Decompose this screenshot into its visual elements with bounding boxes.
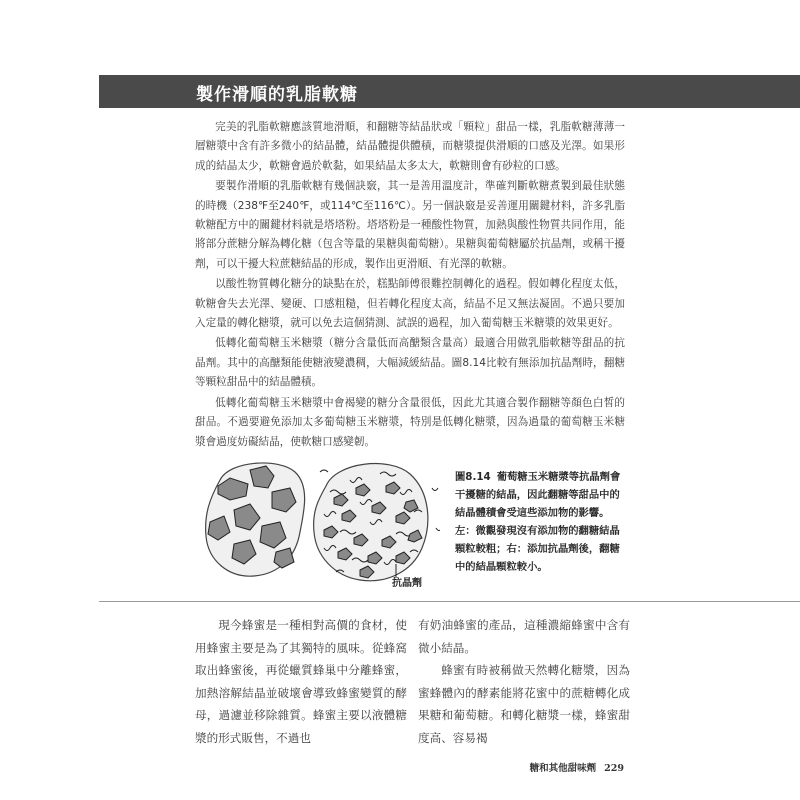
paragraph: 以酸性物質轉化糖分的缺點在於，糕點師傅很難控制轉化的過程。假如轉化程度太低，軟糖會失去光澤、變硬、口感粗糙，但若轉化程度太高，結晶不足又無法凝固。不過只要加入定量的轉化糖漿，就可以免去這個猜測、試誤的過程，加入葡萄糖玉米糖漿的效果更好。: [195, 278, 625, 330]
figure-caption-text: 葡萄糖玉米糖漿等抗晶劑會干擾糖的結晶，因此翻糖等甜品中的結晶體積會受這些添加物的影響。左：微觀發現沒有添加物的翻糖結晶顆粒較粗；右：添加抗晶劑後，翻糖中的結晶顆粒較小。: [455, 471, 621, 573]
page-footer: [530, 760, 624, 774]
section-title: 製作滑順的乳脂軟糖: [196, 85, 358, 105]
paragraph: 要製作滑順的乳脂軟糖有幾個訣竅，其一是善用溫度計，準確判斷軟糖煮製到最佳狀態的時機（238℉至240℉，或114℃至116℃）。另一個訣竅是妥善運用關鍵材料，許多乳脂軟糖配方中的關鍵材料就是塔塔粉。塔塔粉是一種酸性物質，加熱與酸性物質共同作用，能將部分蔗糖分解為轉化糖（包含等量的果糖與葡萄糖）。果糖與葡萄糖屬於抗晶劑，或稱干擾劑，可以干擾大粒蔗糖結晶的形成，製作出更滑順、有光澤的軟糖。: [195, 180, 625, 270]
paragraph: 低轉化葡萄糖玉米糖漿（糖分含量低而高醣類含量高）最適合用做乳脂軟糖等甜品的抗晶劑。其中的高醣類能使糖液變濃稠，大幅減緩結晶。圖8.14比較有無添加抗晶劑時，翻糖等顆粒甜品中的結晶體積。: [195, 337, 625, 389]
anticrystal-label: 抗晶劑: [392, 578, 422, 589]
paragraph: 蜂蜜有時被稱做天然轉化糖漿，因為蜜蜂體內的酵素能將花蜜中的蔗糖轉化成果糖和葡萄糖。和轉化糖漿一樣，蜂蜜甜度高、容易褐: [418, 663, 630, 745]
lower-right-column: [418, 614, 630, 749]
paragraph: 有奶油蜂蜜的產品，這種濃縮蜂蜜中含有微小結晶。: [418, 618, 630, 655]
section-divider: [99, 601, 800, 602]
page-number: 229: [604, 763, 624, 774]
paragraph: 完美的乳脂軟糖應該質地滑順，和翻糖等結晶狀或「顆粒」甜品一樣，乳脂軟糖薄薄一層糖漿中含有許多微小的結晶體，結晶體提供體積，而糖漿提供滑順的口感及光澤。如果形成的結晶太少，軟糖會過於軟黏，如果結晶太多太大，軟糖則會有砂粒的口感。: [195, 121, 625, 172]
main-body-text: [195, 118, 625, 453]
lower-left-column: [195, 614, 407, 749]
section-title-bar: [99, 75, 800, 108]
chapter-title: 糖和其他甜味劑: [529, 763, 597, 774]
paragraph: 現今蜂蜜是一種相對高價的食材，使用蜂蜜主要是為了其獨特的風味。從蜂窩取出蜂蜜後，再從蠟質蜂巢中分離蜂蜜，加熱溶解結晶並破壞會導致蜂蜜變質的酵母，過濾並移除雜質。蜂蜜主要以液體糖漿的形式販售，不過也: [195, 618, 407, 745]
figure-caption: [455, 468, 625, 576]
paragraph: 低轉化葡萄糖玉米糖漿中會褐變的糖分含量很低，因此尤其適合製作翻糖等顏色白皙的甜品。不過要避免添加太多葡萄糖玉米糖漿，特別是低轉化糖漿，因為過量的葡萄糖玉米糖漿會過度妨礙結晶，使軟糖口感變韌。: [195, 396, 625, 448]
crystal-comparison-illustration: [200, 452, 440, 592]
figure-number: 圖8.14: [455, 471, 491, 483]
